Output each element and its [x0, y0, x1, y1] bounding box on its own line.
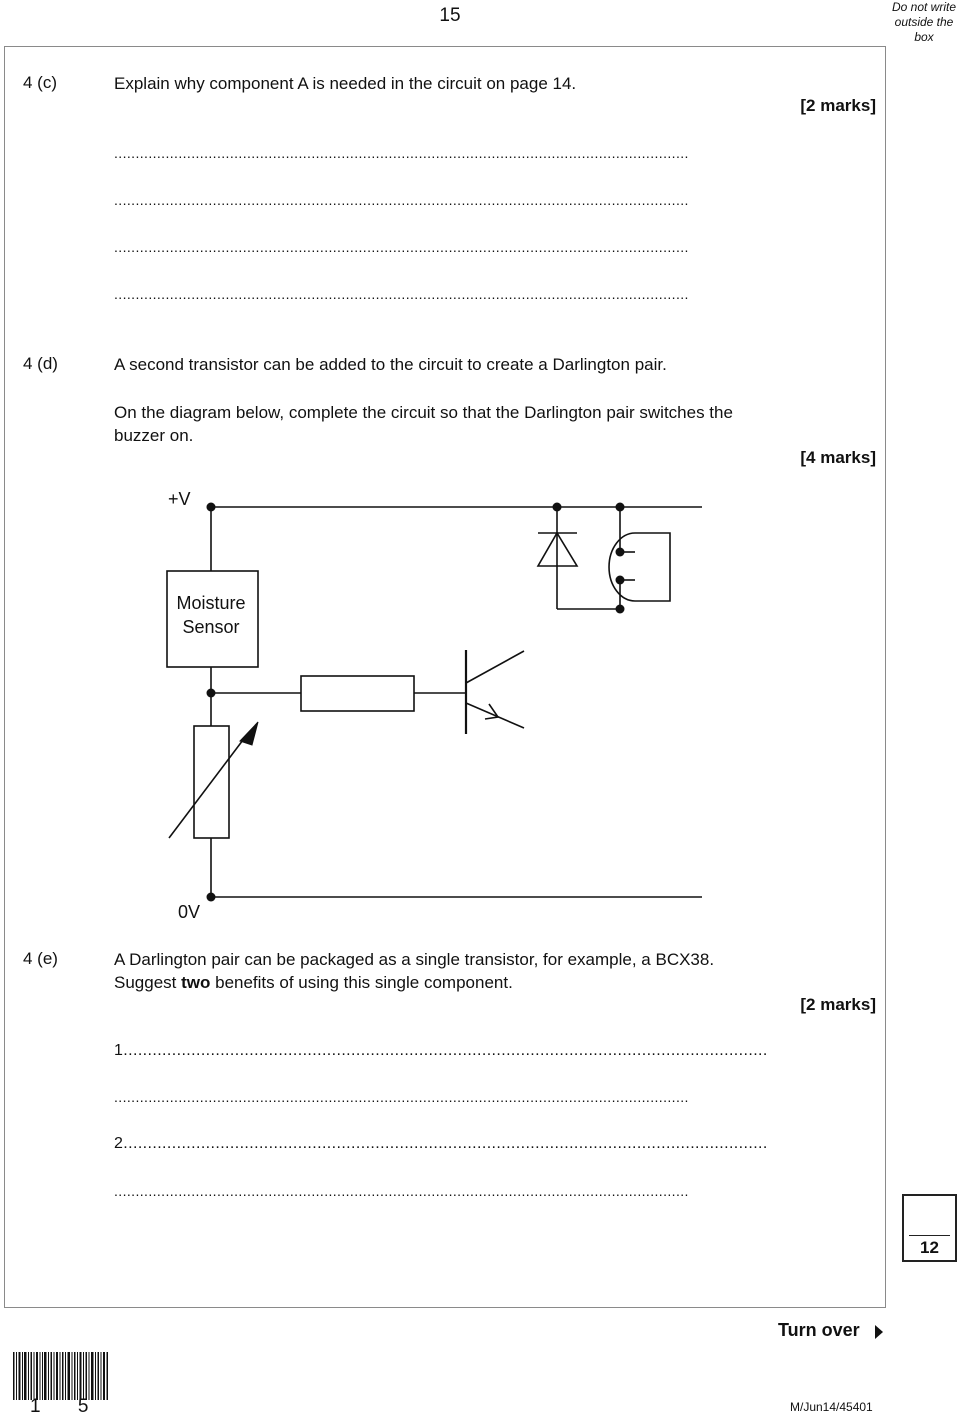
- question-4d-instruction: On the diagram below, complete the circuit so that the Darlington pair switches the: [114, 403, 733, 422]
- answer-line[interactable]: ......................................................................................................................................: [114, 1183, 689, 1199]
- question-4e-marks: [2 marks]: [800, 995, 876, 1014]
- question-4d-instruction-cont: buzzer on.: [114, 426, 194, 445]
- turn-over-label: Turn over: [778, 1320, 860, 1340]
- transistor-collector: [466, 651, 524, 683]
- question-4c-number: 4 (c): [23, 73, 57, 92]
- score-divider: [909, 1235, 950, 1236]
- variable-resistor-arrow-line: [169, 736, 246, 838]
- junction-dot: [616, 576, 625, 585]
- answer-line[interactable]: ......................................................................................................................................: [114, 1089, 689, 1105]
- sensor-label: Sensor: [182, 617, 240, 637]
- question-4e-number: 4 (e): [23, 949, 58, 968]
- question-4d-number: 4 (d): [23, 354, 58, 373]
- junction-dot: [616, 548, 625, 557]
- junction-dot: [616, 503, 625, 512]
- resistor: [301, 676, 414, 711]
- text-part: Suggest: [114, 973, 182, 992]
- barcode-digits: 1 5: [30, 1396, 105, 1417]
- answer-line-1[interactable]: 1.....................................................................................................................................: [114, 1042, 768, 1059]
- question-4d-text: A second transistor can be added to the circuit to create a Darlington pair.: [114, 355, 667, 374]
- score-value: 12: [920, 1238, 939, 1257]
- question-4e-text-cont: [114, 971, 513, 994]
- transistor-emitter: [466, 703, 524, 728]
- variable-resistor-arrowhead: [240, 722, 258, 745]
- answer-line[interactable]: ......................................................................................................................................: [114, 239, 689, 255]
- junction-dot: [553, 503, 562, 512]
- barcode: [13, 1352, 108, 1400]
- margin-note-line: outside the: [894, 15, 954, 29]
- page-number: 15: [439, 5, 461, 26]
- text-part: benefits of using this single component.: [210, 973, 513, 992]
- junction-dot: [207, 893, 216, 902]
- sensor-label: Moisture: [176, 593, 246, 613]
- question-4e-text: A Darlington pair can be packaged as a single transistor, for example, a BCX38.: [114, 950, 715, 969]
- paper-reference: M/Jun14/45401: [790, 1400, 873, 1414]
- question-4c-marks: [2 marks]: [800, 96, 876, 115]
- junction-dot: [616, 605, 625, 614]
- junction-dot: [207, 689, 216, 698]
- margin-note-line: box: [914, 30, 934, 44]
- ground-label: 0V: [178, 902, 201, 922]
- question-4c-text: Explain why component A is needed in the circuit on page 14.: [114, 74, 577, 93]
- supply-label: +V: [168, 489, 191, 509]
- question-4d-marks: [4 marks]: [800, 448, 876, 467]
- answer-line[interactable]: ......................................................................................................................................: [114, 145, 689, 161]
- junction-dot: [207, 503, 216, 512]
- answer-line[interactable]: ......................................................................................................................................: [114, 286, 689, 302]
- buzzer: [609, 533, 670, 601]
- play-arrow-icon: [875, 1325, 883, 1339]
- emphasis-two: two: [181, 973, 211, 992]
- answer-line[interactable]: ......................................................................................................................................: [114, 192, 689, 208]
- answer-line-2[interactable]: 2.....................................................................................................................................: [114, 1135, 768, 1152]
- margin-note-line: Do not write: [891, 0, 957, 14]
